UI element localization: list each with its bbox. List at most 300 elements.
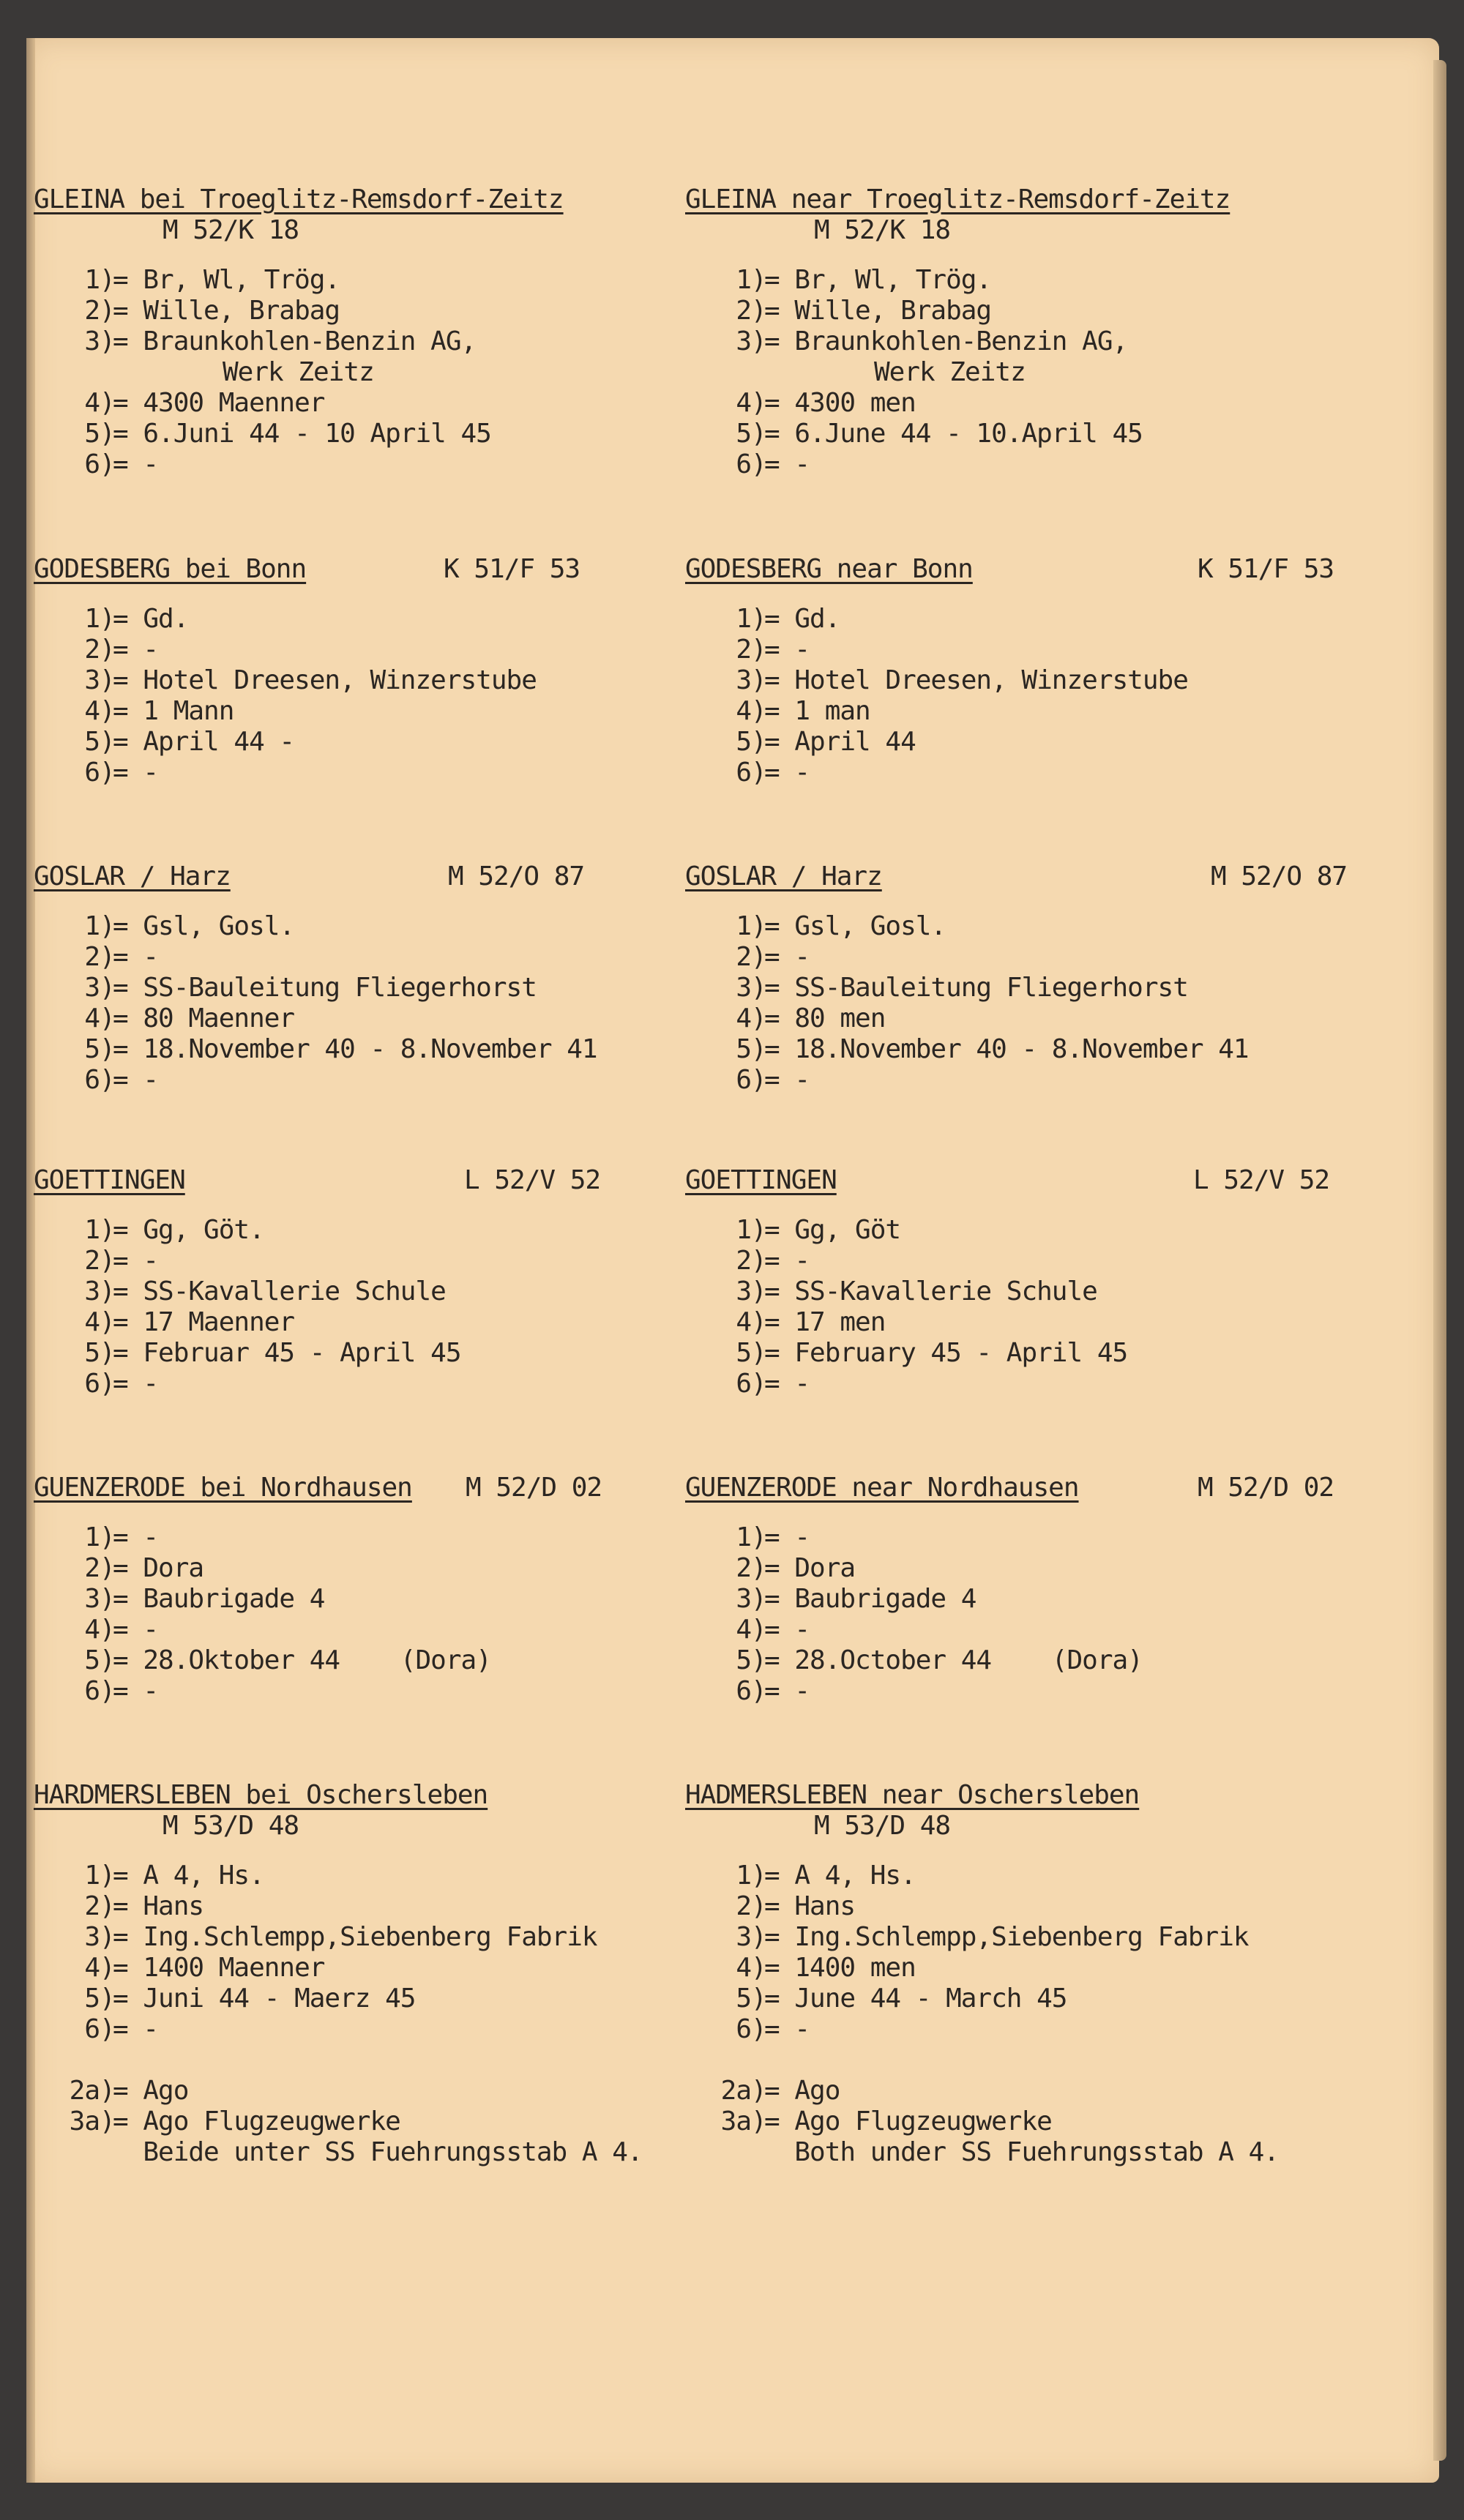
line-text: = Hotel Dreesen, Winzerstube — [764, 665, 1188, 695]
closing-paren: ) — [751, 635, 766, 665]
page-right-edge — [1433, 60, 1446, 2461]
line-number: 1 — [84, 1522, 100, 1552]
closing-paren: ) — [100, 604, 115, 634]
line-number: 6 — [736, 1676, 751, 1706]
closing-paren: ) — [100, 1553, 115, 1583]
entry-lines — [685, 911, 1344, 1096]
numbered-line — [685, 388, 1344, 419]
line-number: 2a — [720, 2076, 751, 2106]
location-title: GOSLAR / Harz — [685, 861, 882, 891]
numbered-line — [685, 1065, 1344, 1096]
line-text: = 80 men — [764, 1003, 886, 1033]
closing-paren: ) — [751, 758, 766, 788]
numbered-line — [685, 1553, 1344, 1584]
line-number: 4 — [84, 1953, 100, 1983]
line-number: 5 — [736, 1034, 751, 1064]
location-title: GOETTINGEN — [685, 1165, 837, 1195]
numbered-line — [34, 326, 692, 357]
entry-heading — [34, 554, 692, 585]
line-number: 1 — [84, 1861, 100, 1891]
line-text: = Ago — [113, 2076, 189, 2106]
line-text: = Ago — [764, 2076, 840, 2106]
line-number: 2 — [84, 1553, 100, 1583]
line-text: = 4300 Maenner — [113, 388, 325, 418]
numbered-line — [685, 1861, 1344, 1891]
closing-paren: ) — [100, 696, 115, 726]
entry-heading — [685, 554, 1344, 585]
line-number: 4 — [736, 1307, 751, 1337]
numbered-line — [685, 1676, 1344, 1707]
closing-paren: ) — [751, 1615, 766, 1645]
closing-paren: ) — [100, 419, 115, 449]
numbered-line — [34, 1003, 692, 1034]
numbered-line — [34, 1676, 692, 1707]
numbered-line — [685, 1276, 1344, 1307]
numbered-line — [34, 265, 692, 296]
line-text: = - — [764, 635, 810, 665]
line-text: = - — [764, 1246, 810, 1276]
line-number: 6 — [736, 758, 751, 788]
line-number: 2 — [84, 1246, 100, 1276]
numbered-line — [685, 942, 1344, 973]
line-text: = 18.November 40 - 8.November 41 — [113, 1034, 597, 1064]
line-number: 2 — [736, 296, 751, 326]
numbered-line — [34, 1246, 692, 1276]
closing-paren — [751, 2137, 764, 2168]
location-entry — [685, 1473, 1344, 1707]
line-text: = Braunkohlen-Benzin AG, — [113, 326, 477, 356]
line-number: 6 — [84, 1676, 100, 1706]
line-text: = SS-Bauleitung Fliegerhorst — [113, 973, 537, 1003]
numbered-line — [685, 1615, 1344, 1645]
line-number: 2 — [736, 942, 751, 972]
line-text: = 6.Juni 44 - 10 April 45 — [113, 419, 491, 449]
line-text: = Hans — [113, 1891, 204, 1921]
numbered-line — [685, 2137, 1344, 2168]
map-reference: M 52/O 87 — [1211, 861, 1348, 891]
closing-paren: ) — [100, 1922, 115, 1952]
line-text: = Baubrigade 4 — [764, 1584, 976, 1614]
entry-heading — [685, 1780, 1344, 1842]
closing-paren: ) — [751, 1953, 766, 1983]
line-text: = 17 men — [764, 1307, 886, 1337]
closing-paren: ) — [751, 942, 766, 972]
line-number: 4 — [84, 388, 100, 418]
closing-paren: ) — [100, 1065, 115, 1095]
closing-paren: ) — [100, 326, 115, 356]
closing-paren: ) — [751, 1034, 766, 1064]
line-number: 2 — [736, 1553, 751, 1583]
closing-paren: ) — [100, 1246, 115, 1276]
closing-paren: ) — [751, 2076, 766, 2106]
entry-heading — [685, 184, 1344, 246]
numbered-line — [34, 419, 692, 449]
location-entry — [685, 1165, 1344, 1399]
closing-paren: ) — [751, 1676, 766, 1706]
numbered-line — [685, 265, 1344, 296]
entry-lines — [34, 1861, 692, 2045]
line-text: = 28.Oktober 44 (Dora) — [113, 1645, 491, 1675]
line-text: = Br, Wl, Trög. — [113, 265, 340, 295]
closing-paren: ) — [100, 1615, 115, 1645]
line-text: = - — [113, 449, 159, 479]
map-reference: M 52/K 18 — [163, 215, 299, 245]
numbered-line — [685, 911, 1344, 942]
numbered-line — [34, 604, 692, 635]
numbered-line — [34, 942, 692, 973]
numbered-line — [34, 1522, 692, 1553]
line-text: = - — [764, 1615, 810, 1645]
numbered-line — [34, 1338, 692, 1369]
line-number: 1 — [84, 911, 100, 941]
closing-paren: ) — [751, 1369, 766, 1399]
map-reference: L 52/V 52 — [464, 1165, 601, 1195]
entry-lines — [34, 1522, 692, 1707]
numbered-line — [685, 1645, 1344, 1676]
line-text: = - — [764, 1065, 810, 1095]
line-number: 3 — [84, 1584, 100, 1614]
closing-paren: ) — [751, 265, 766, 295]
numbered-line — [34, 2137, 692, 2168]
numbered-line — [34, 1645, 692, 1676]
line-number: 3 — [736, 665, 751, 695]
line-number: 4 — [84, 696, 100, 726]
numbered-line — [685, 2076, 1344, 2106]
line-text: = Ing.Schlempp,Siebenberg Fabrik — [113, 1922, 597, 1952]
line-text: = 17 Maenner — [113, 1307, 295, 1337]
closing-paren: ) — [751, 388, 766, 418]
line-number: 5 — [84, 727, 100, 757]
closing-paren: ) — [100, 2076, 115, 2106]
closing-paren: ) — [751, 419, 766, 449]
line-text: = 1400 men — [764, 1953, 916, 1983]
location-title: GUENZERODE near Nordhausen — [685, 1473, 1079, 1503]
line-number: 6 — [84, 1065, 100, 1095]
numbered-line — [34, 1584, 692, 1615]
location-title: GOETTINGEN — [34, 1165, 185, 1195]
numbered-line — [685, 1003, 1344, 1034]
line-text: = 6.June 44 - 10.April 45 — [764, 419, 1143, 449]
numbered-line — [685, 1338, 1344, 1369]
line-number: 5 — [736, 1984, 751, 2014]
line-text: = Ing.Schlempp,Siebenberg Fabrik — [764, 1922, 1249, 1952]
entry-lines — [34, 604, 692, 788]
closing-paren: ) — [751, 326, 766, 356]
closing-paren: ) — [751, 1246, 766, 1276]
numbered-line — [685, 1953, 1344, 1984]
line-text: = SS-Kavallerie Schule — [113, 1276, 446, 1306]
numbered-line — [34, 388, 692, 419]
line-number: 6 — [84, 449, 100, 479]
line-number: 5 — [736, 727, 751, 757]
entry-lines — [34, 265, 692, 480]
closing-paren: ) — [751, 727, 766, 757]
line-number: 2 — [84, 942, 100, 972]
numbered-line — [34, 758, 692, 788]
numbered-line — [34, 665, 692, 696]
closing-paren: ) — [100, 2106, 115, 2136]
numbered-line — [34, 449, 692, 480]
entry-heading — [34, 1165, 692, 1196]
line-number: 1 — [84, 1215, 100, 1245]
location-entry — [34, 861, 692, 1096]
numbered-line — [685, 2106, 1344, 2137]
closing-paren: ) — [100, 1338, 115, 1368]
line-text: Both under SS Fuehrungsstab A 4. — [764, 2137, 1279, 2167]
line-number: 4 — [736, 1615, 751, 1645]
closing-paren: ) — [751, 1338, 766, 1368]
closing-paren: ) — [100, 296, 115, 326]
numbered-line — [34, 1861, 692, 1891]
line-text: = Ago Flugzeugwerke — [113, 2106, 400, 2136]
line-text: = Ago Flugzeugwerke — [764, 2106, 1052, 2136]
line-number: 6 — [736, 1369, 751, 1399]
closing-paren: ) — [100, 1276, 115, 1306]
numbered-line — [685, 1034, 1344, 1065]
line-number: 2 — [84, 296, 100, 326]
map-reference: M 53/D 48 — [814, 1811, 951, 1841]
closing-paren: ) — [751, 604, 766, 634]
line-number: 1 — [736, 1215, 751, 1245]
entry-heading — [685, 1165, 1344, 1196]
numbered-line — [685, 326, 1344, 357]
line-number: 1 — [736, 911, 751, 941]
line-number: 6 — [736, 1065, 751, 1095]
line-number: 3 — [84, 665, 100, 695]
entry-extra-notes — [34, 2076, 692, 2168]
german-column — [34, 38, 692, 2483]
numbered-line — [34, 1065, 692, 1096]
numbered-line — [34, 911, 692, 942]
location-entry — [34, 1165, 692, 1399]
line-number: 3 — [84, 1922, 100, 1952]
line-number: 5 — [736, 419, 751, 449]
line-text: = SS-Bauleitung Fliegerhorst — [764, 973, 1188, 1003]
entry-lines — [685, 604, 1344, 788]
numbered-line — [685, 973, 1344, 1003]
line-text: = - — [113, 1615, 159, 1645]
location-title: HARDMERSLEBEN bei Oschersleben — [34, 1780, 488, 1810]
line-number: 5 — [84, 1338, 100, 1368]
line-text: = Gd. — [113, 604, 189, 634]
numbered-line — [34, 1276, 692, 1307]
line-text: = - — [113, 758, 159, 788]
closing-paren: ) — [100, 1984, 115, 2014]
numbered-line — [34, 696, 692, 727]
closing-paren: ) — [100, 1522, 115, 1552]
numbered-line — [685, 665, 1344, 696]
entry-lines — [34, 911, 692, 1096]
line-number: 4 — [84, 1003, 100, 1033]
numbered-line — [685, 1922, 1344, 1953]
line-number: 3a — [69, 2106, 100, 2136]
line-text: = Hotel Dreesen, Winzerstube — [113, 665, 537, 695]
line-number: 5 — [736, 1338, 751, 1368]
line-text: = - — [113, 1676, 159, 1706]
line-text: = 18.November 40 - 8.November 41 — [764, 1034, 1249, 1064]
closing-paren: ) — [100, 1676, 115, 1706]
line-text: = Gg, Göt — [764, 1215, 901, 1245]
numbered-line — [685, 1584, 1344, 1615]
closing-paren: ) — [100, 1645, 115, 1675]
line-text: = Gsl, Gosl. — [764, 911, 946, 941]
line-text: = SS-Kavallerie Schule — [764, 1276, 1097, 1306]
line-text: = 1 Mann — [113, 696, 234, 726]
line-text: = Gsl, Gosl. — [113, 911, 295, 941]
numbered-line — [34, 2106, 692, 2137]
closing-paren: ) — [100, 1953, 115, 1983]
closing-paren: ) — [751, 1984, 766, 2014]
line-text: = - — [764, 449, 810, 479]
line-number: 2 — [736, 1246, 751, 1276]
location-title: GUENZERODE bei Nordhausen — [34, 1473, 412, 1503]
line-text: = 1400 Maenner — [113, 1953, 325, 1983]
line-text: = 80 Maenner — [113, 1003, 295, 1033]
map-reference: M 53/D 48 — [163, 1811, 299, 1841]
line-text: = - — [764, 942, 810, 972]
location-title: GLEINA near Troeglitz-Remsdorf-Zeitz — [685, 184, 1230, 214]
line-text: = Hans — [764, 1891, 856, 1921]
line-text: = Februar 45 - April 45 — [113, 1338, 461, 1368]
numbered-line — [34, 1307, 692, 1338]
line-number: 1 — [736, 265, 751, 295]
entry-lines — [685, 1522, 1344, 1707]
line-number: 3 — [736, 1276, 751, 1306]
line-text: = Wille, Brabag — [113, 296, 340, 326]
numbered-line — [34, 1891, 692, 1922]
entry-heading — [34, 184, 692, 246]
line-text: = - — [113, 1246, 159, 1276]
closing-paren: ) — [100, 1861, 115, 1891]
numbered-line — [685, 1369, 1344, 1399]
line-text: = Br, Wl, Trög. — [764, 265, 992, 295]
line-number: 6 — [84, 1369, 100, 1399]
continuation-line: Werk Zeitz — [223, 357, 374, 387]
numbered-line — [34, 635, 692, 665]
document-page — [26, 38, 1439, 2483]
line-number: 4 — [736, 1003, 751, 1033]
line-text: = June 44 - March 45 — [764, 1984, 1067, 2014]
closing-paren: ) — [751, 1307, 766, 1337]
line-number: 4 — [736, 388, 751, 418]
numbered-line — [685, 635, 1344, 665]
closing-paren: ) — [751, 911, 766, 941]
line-text: = - — [764, 1522, 810, 1552]
line-text: = April 44 — [764, 727, 916, 757]
numbered-line — [34, 1922, 692, 1953]
entry-lines — [685, 265, 1344, 480]
line-text: = 1 man — [764, 696, 870, 726]
line-number: 2a — [69, 2076, 100, 2106]
line-number: 3 — [84, 326, 100, 356]
numbered-line — [685, 1215, 1344, 1246]
entry-heading — [34, 861, 692, 892]
location-entry — [685, 1780, 1344, 2168]
map-reference: L 52/V 52 — [1193, 1165, 1330, 1195]
location-entry — [685, 861, 1348, 1096]
closing-paren: ) — [751, 1215, 766, 1245]
closing-paren: ) — [100, 1891, 115, 1921]
line-number: 5 — [736, 1645, 751, 1675]
numbered-line — [34, 1034, 692, 1065]
numbered-line — [685, 1522, 1344, 1553]
closing-paren: ) — [751, 449, 766, 479]
line-number: 3 — [736, 1922, 751, 1952]
line-number: 1 — [84, 265, 100, 295]
line-number: 4 — [736, 696, 751, 726]
continuation-line: Werk Zeitz — [874, 357, 1026, 387]
line-number: 3 — [736, 1584, 751, 1614]
location-entry — [34, 1780, 692, 2168]
line-text: = Dora — [113, 1553, 204, 1583]
line-text: = Gd. — [764, 604, 840, 634]
entry-heading — [685, 861, 1348, 892]
line-number: 3 — [736, 326, 751, 356]
entry-lines — [685, 1215, 1344, 1399]
numbered-line — [34, 1953, 692, 1984]
map-reference: M 52/D 02 — [1198, 1473, 1334, 1503]
closing-paren: ) — [100, 635, 115, 665]
line-text: = April 44 - — [113, 727, 295, 757]
numbered-line — [34, 2014, 692, 2045]
line-number: 3 — [84, 1276, 100, 1306]
closing-paren: ) — [751, 1861, 766, 1891]
line-text: = 4300 men — [764, 388, 916, 418]
numbered-line — [34, 2076, 692, 2106]
closing-paren: ) — [100, 727, 115, 757]
numbered-line — [685, 1984, 1344, 2014]
line-text: = - — [764, 758, 810, 788]
line-number: 1 — [736, 604, 751, 634]
closing-paren: ) — [751, 1276, 766, 1306]
map-reference: M 52/D 02 — [466, 1473, 602, 1503]
closing-paren: ) — [751, 1522, 766, 1552]
line-number: 4 — [84, 1615, 100, 1645]
numbered-line — [685, 727, 1344, 758]
location-title: GODESBERG near Bonn — [685, 554, 973, 584]
line-number: 5 — [84, 419, 100, 449]
line-number: 4 — [736, 1953, 751, 1983]
numbered-line — [34, 1615, 692, 1645]
line-text: = - — [113, 1065, 159, 1095]
location-title: GLEINA bei Troeglitz-Remsdorf-Zeitz — [34, 184, 564, 214]
line-text: = Dora — [764, 1553, 856, 1583]
line-number: 2 — [84, 1891, 100, 1921]
entry-heading — [34, 1473, 692, 1503]
line-number: 2 — [736, 635, 751, 665]
closing-paren: ) — [100, 449, 115, 479]
closing-paren: ) — [751, 1645, 766, 1675]
numbered-line — [685, 296, 1344, 326]
location-title: GODESBERG bei Bonn — [34, 554, 307, 584]
line-number: 1 — [84, 604, 100, 634]
line-text: = Wille, Brabag — [764, 296, 992, 326]
line-number: 6 — [84, 758, 100, 788]
line-number: 2 — [84, 635, 100, 665]
closing-paren: ) — [100, 973, 115, 1003]
line-number: 4 — [84, 1307, 100, 1337]
line-number: 2 — [736, 1891, 751, 1921]
numbered-line — [685, 449, 1344, 480]
line-number: 5 — [84, 1034, 100, 1064]
line-text: = 28.October 44 (Dora) — [764, 1645, 1143, 1675]
closing-paren: ) — [100, 265, 115, 295]
line-number: 6 — [736, 449, 751, 479]
numbered-line — [34, 1553, 692, 1584]
closing-paren: ) — [100, 2014, 115, 2044]
numbered-line — [685, 2014, 1344, 2045]
line-text: = A 4, Hs. — [113, 1861, 264, 1891]
